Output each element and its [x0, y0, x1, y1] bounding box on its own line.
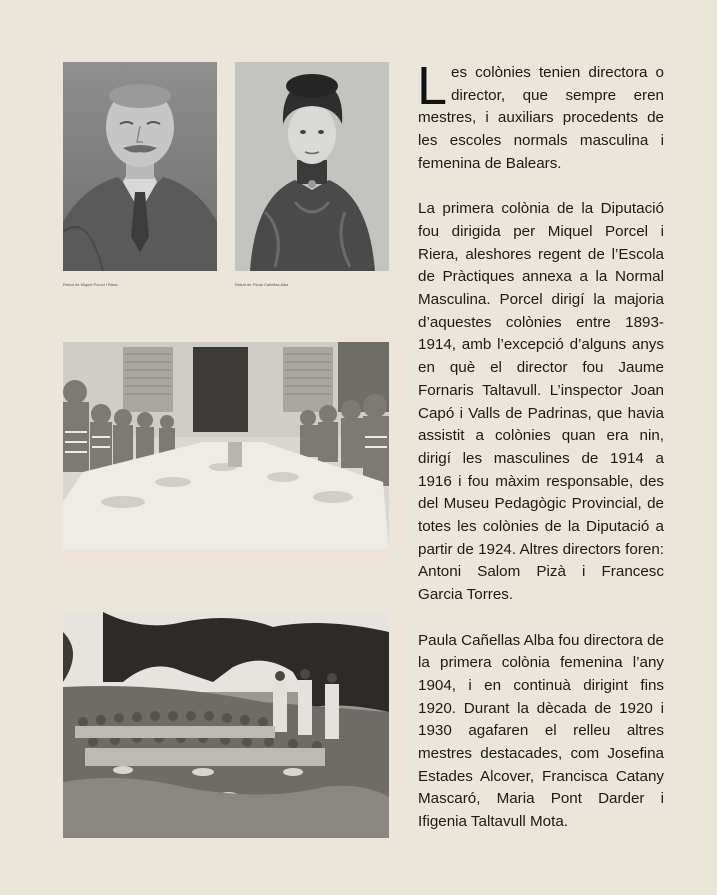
paragraph-1: [417, 56, 664, 176]
portrait-miquel-porcel-photo: [63, 62, 217, 271]
colony-group-photo: [63, 612, 389, 838]
drop-cap: L: [417, 56, 448, 116]
paragraph-3: Paula Cañellas Alba fou directora de la primera colònia femenina l’any 1904, i en continuà dirigint fins 1920. Durant la dècada de 1920 i 1930 agafaren el relleu altres mestres destacades, com Josefina Estades Alcover, Francisca Catany Mascaró, Maria Pont Darder i Ifigenia Taltavull Mota.: [418, 631, 664, 831]
paragraph-2: La primera colònia de la Diputació fou dirigida per Miquel Porcel i Riera, aleshores regent de l’Escola de Pràctiques annexa a la Normal Masculina. Porcel dirigí la majoria d’aquestes colònies entre 1893-1914, amb l’excepció d’alguns anys en què el director fou Jaume Fornaris Taltavull. L’inspector Joan Capó i Valls de Padrinas, que havia assistit a colònies quan era nin, dirigí les masculines de 1914 a 1916 i fou màxim responsable, des del Museu Pedagògic Provincial, de totes les colònies de la Diputació a partir de 1924. Altres directors foren: Antoni Salom Pizà i Francesc Garcia Torres.: [418, 200, 664, 604]
colony-dining-photo: [63, 342, 389, 549]
portrait-paula-canellas-caption: Retrat de Paula Cañellas Alba: [235, 282, 289, 287]
paragraph-1-text: es colònies tenien directora o director, que sempre eren mestres, i auxiliars procedents de les escoles normals masculina i femenina de Balears.: [418, 64, 664, 172]
article-text: [417, 56, 664, 857]
portrait-paula-canellas-photo: [235, 62, 389, 271]
portrait-miquel-porcel-caption: Retrat de Miquel Porcel i Riera: [63, 282, 118, 287]
